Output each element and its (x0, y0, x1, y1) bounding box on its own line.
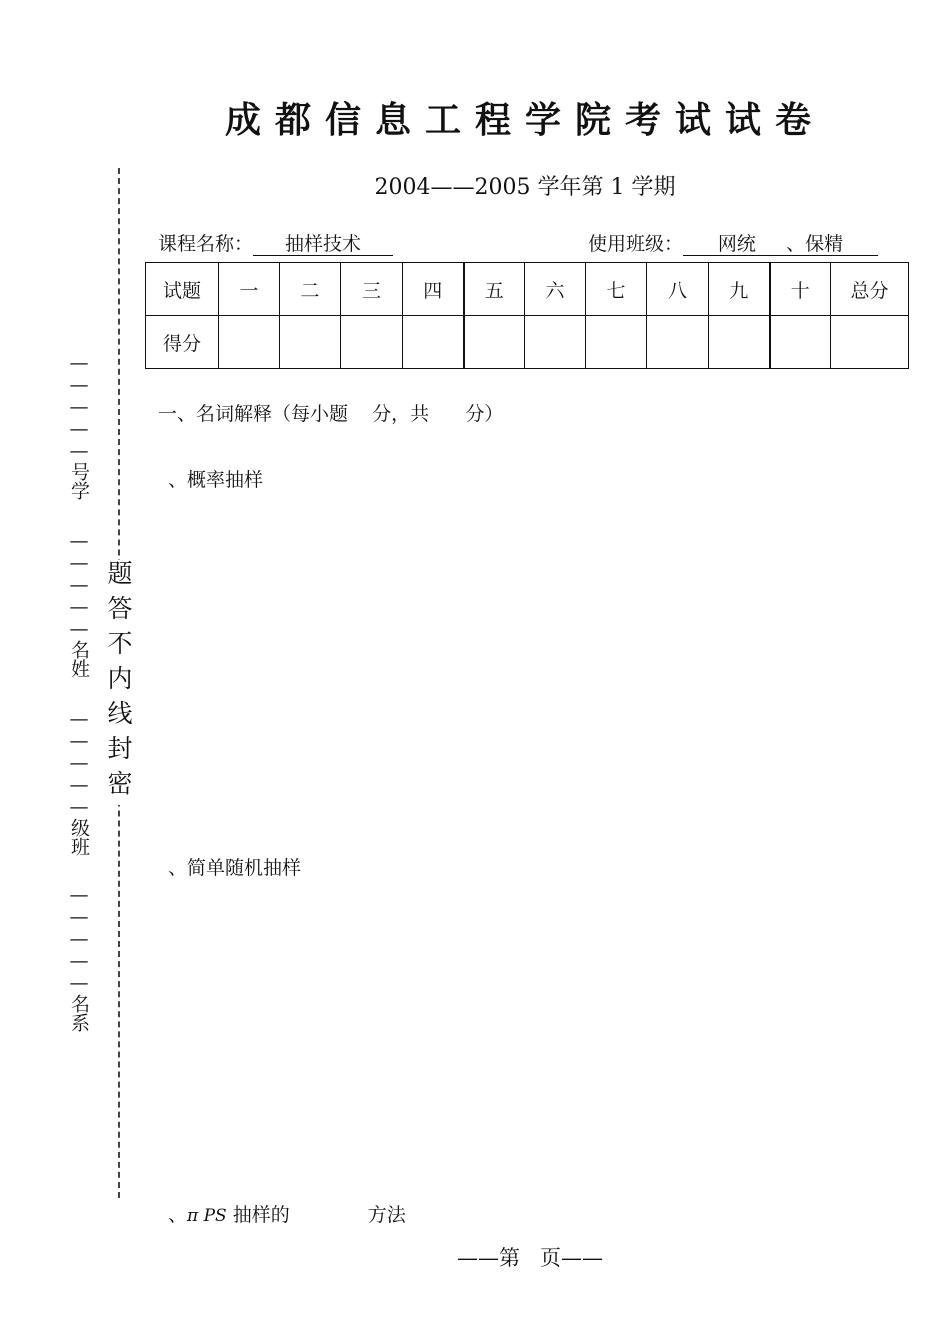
score-table-header-row (146, 263, 909, 316)
table-header-cell: 总分 (831, 263, 909, 316)
department-field (64, 884, 94, 1032)
table-header-cell: 九 (709, 263, 770, 316)
item-3-suffix: 方法 (367, 1204, 406, 1226)
table-header-cell: 试题 (146, 263, 219, 316)
question-item-2: 、简单随机抽样 (168, 857, 302, 879)
score-cell[interactable] (709, 316, 770, 369)
score-table-score-row (146, 316, 909, 369)
table-header-cell: 十 (770, 263, 831, 316)
table-header-cell: 六 (525, 263, 586, 316)
item-3-text: 抽样的 (232, 1204, 290, 1226)
score-cell[interactable] (280, 316, 341, 369)
blank-line: — — — — — (69, 884, 89, 994)
exam-title: 成都信息工程学院考试试卷 (224, 100, 825, 141)
page-footer: ——第 页—— (456, 1246, 604, 1270)
class-value-1: 网统 (717, 233, 756, 255)
score-cell[interactable] (464, 316, 525, 369)
class-value-2: 、保精 (786, 233, 844, 255)
class-field-label: 级班 (68, 818, 90, 856)
pi-ps-symbol: π PS (187, 1206, 227, 1226)
score-cell[interactable] (586, 316, 647, 369)
item-3-prefix: 、 (168, 1204, 188, 1226)
section-heading: 一、名词解释（每小题 分，共 分） (158, 403, 504, 425)
table-header-cell: 二 (280, 263, 341, 316)
score-row-label: 得分 (146, 316, 219, 369)
blank-line: — — — — — (69, 530, 89, 640)
student-id-label: 号学 (68, 462, 90, 500)
blank-line: — — — — — (69, 708, 89, 818)
course-info (158, 229, 393, 256)
table-header-cell: 五 (464, 263, 525, 316)
academic-term: 2004——2005 学年第 1 学期 (374, 175, 676, 200)
score-cell[interactable] (341, 316, 403, 369)
class-label: 使用班级： (588, 233, 684, 255)
seal-notice-text: 题答不内线封密 (104, 560, 133, 805)
course-name: 抽样技术 (253, 233, 393, 256)
name-label: 名姓 (68, 640, 90, 678)
score-cell[interactable] (525, 316, 586, 369)
table-header-cell: 八 (647, 263, 709, 316)
score-cell[interactable] (647, 316, 709, 369)
score-cell[interactable] (403, 316, 464, 369)
department-label: 名系 (68, 994, 90, 1032)
score-cell[interactable] (831, 316, 909, 369)
score-table (145, 262, 909, 369)
score-cell[interactable] (219, 316, 280, 369)
course-label: 课程名称： (158, 233, 254, 255)
class-value (683, 233, 878, 256)
class-field (64, 708, 94, 856)
name-field (64, 530, 94, 678)
table-header-cell: 四 (403, 263, 464, 316)
table-header-cell: 三 (341, 263, 403, 316)
question-item-3 (168, 1200, 406, 1227)
score-cell[interactable] (770, 316, 831, 369)
class-info (588, 229, 878, 256)
question-item-1: 、概率抽样 (168, 469, 264, 491)
table-header-cell: 一 (219, 263, 280, 316)
student-id-field (64, 352, 94, 500)
blank-line: — — — — — (69, 352, 89, 462)
seal-notice (100, 560, 136, 805)
table-header-cell: 七 (586, 263, 647, 316)
